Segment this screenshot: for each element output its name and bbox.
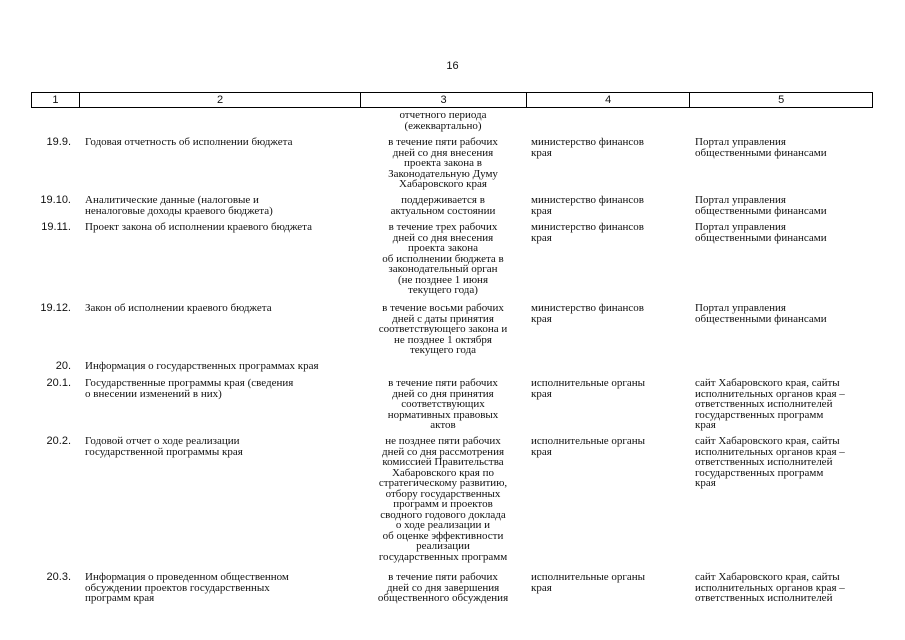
row-place: сайт Хабаровского края, сайты исполнительных органов края – ответственных исполнителей государственных программ края	[695, 435, 845, 489]
row-responsible: исполнительные органы края	[531, 377, 646, 400]
row-name: Годовая отчетность об исполнении бюджета	[85, 136, 293, 148]
row-responsible: исполнительные органы края	[531, 435, 646, 458]
row-place: сайт Хабаровского края, сайты исполнительных органов края – ответственных исполнителей	[695, 571, 845, 604]
column-header-3: 3	[361, 93, 527, 107]
row-place: Портал управления общественными финансами	[695, 302, 827, 325]
row-number: 19.12.	[40, 302, 71, 314]
row-name: Закон об исполнении краевого бюджета	[85, 302, 272, 314]
row-responsible: исполнительные органы края	[531, 571, 646, 594]
row-number: 20.2.	[46, 435, 71, 447]
row-place: сайт Хабаровского края, сайты исполнительных органов края – ответственных исполнителей государственных программ края	[695, 377, 845, 431]
row-name: Информация о государственных программах края	[85, 360, 319, 372]
row-number: 19.9.	[46, 136, 71, 148]
row-place: Портал управления общественными финансами	[695, 136, 827, 159]
row-name: Годовой отчет о ходе реализации государственной программы края	[85, 435, 243, 458]
row-place: Портал управления общественными финансами	[695, 194, 827, 217]
column-header-1: 1	[32, 93, 80, 107]
column-header-4: 4	[527, 93, 691, 107]
row-term: в течение пяти рабочих дней со дня внесения проекта закона в Законодательную Думу Хабаровского края	[388, 136, 498, 190]
row-responsible: министерство финансов края	[531, 302, 644, 325]
row-term: в течение пяти рабочих дней со дня завершения общественного обсуждения	[377, 571, 509, 604]
row-number: 20.	[55, 360, 71, 372]
row-place: Портал управления общественными финансами	[695, 221, 827, 244]
row-name: Государственные программы края (сведения о внесении изменений в них)	[85, 377, 294, 400]
row-name: Аналитические данные (налоговые и неналоговые доходы краевого бюджета)	[85, 194, 273, 217]
row-term: отчетного периода (ежеквартально)	[399, 109, 487, 132]
row-responsible: министерство финансов края	[531, 136, 644, 159]
row-number: 19.11.	[41, 221, 71, 233]
row-responsible: министерство финансов края	[531, 194, 644, 217]
row-responsible: министерство финансов края	[531, 221, 644, 244]
row-term: не позднее пяти рабочих дней со дня рассмотрения комиссией Правительства Хабаровского края по стратегическому развитию, отбору государственных программ и проектов сводного годового доклада о ходе реализации и об оценке эффективности реализации государственных программ	[378, 435, 508, 563]
row-term: в течение восьми рабочих дней с даты принятия соответствующего закона и не позднее 1 октября текущего года	[378, 302, 508, 356]
column-header-5: 5	[778, 94, 785, 106]
column-header-2: 2	[80, 93, 361, 107]
page-number: 16	[446, 60, 459, 72]
row-term: поддерживается в актуальном состоянии	[390, 194, 496, 217]
row-term: в течение трех рабочих дней со дня внесения проекта закона об исполнении бюджета в законодательный орган (не позднее 1 июня текущего года)	[382, 221, 504, 296]
table-header-row	[31, 92, 873, 108]
row-name: Проект закона об исполнении краевого бюджета	[85, 221, 313, 233]
row-name: Информация о проведенном общественном обсуждении проектов государственных программ края	[85, 571, 289, 604]
row-number: 19.10.	[40, 194, 71, 206]
row-term: в течение пяти рабочих дней со дня принятия соответствующих нормативных правовых актов	[387, 377, 499, 431]
row-number: 20.1.	[46, 377, 71, 389]
row-number: 20.3.	[46, 571, 71, 583]
